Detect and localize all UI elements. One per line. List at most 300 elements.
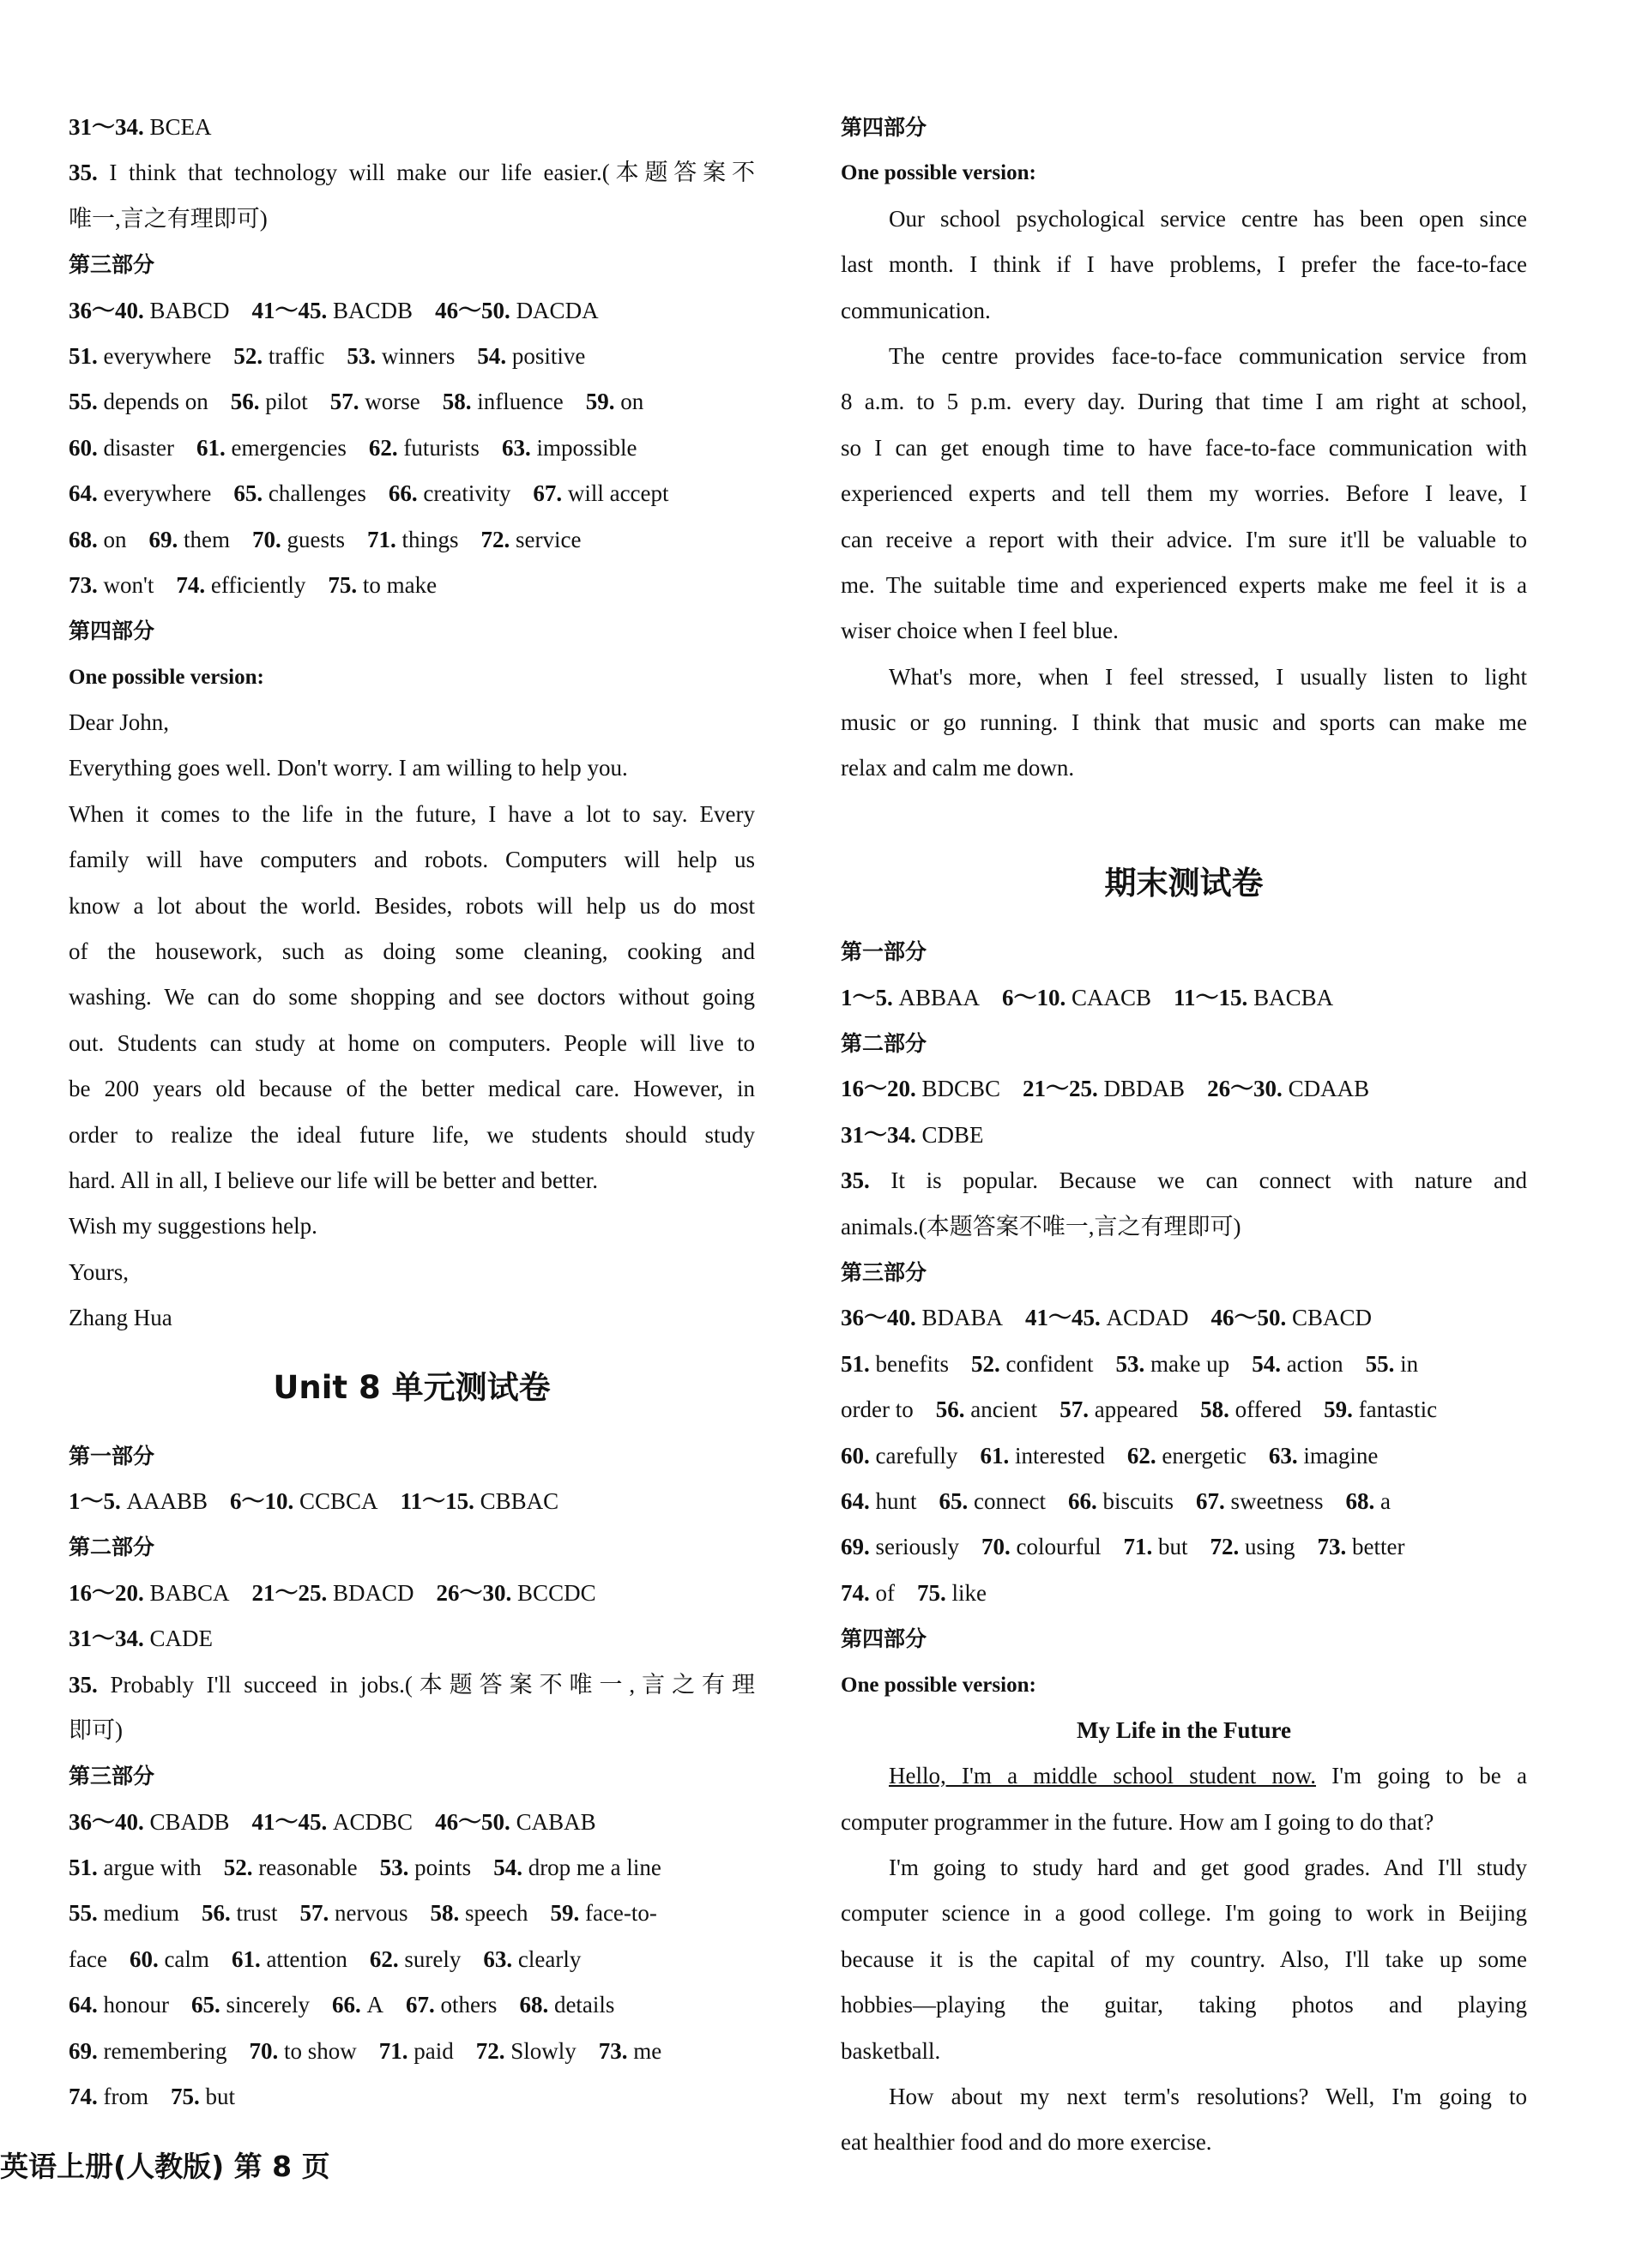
- answer-text: nervous: [335, 1900, 408, 1927]
- answer-item: [550, 1900, 656, 1926]
- answer-item: [1210, 1534, 1295, 1559]
- question-number: 35.: [69, 1671, 111, 1698]
- text-line: 35. I think that technology will make our life easier.(本题答案不: [69, 160, 755, 186]
- answer-text: using: [1245, 1534, 1295, 1560]
- question-number: 54.: [493, 1855, 528, 1881]
- answer-item: [328, 572, 437, 598]
- section-heading: 第三部分: [841, 1259, 927, 1285]
- text-line: Everything goes well. Don't worry. I am willing to help you.: [69, 755, 628, 781]
- answer-text: order to: [841, 1396, 914, 1423]
- question-number: 59.: [550, 1900, 585, 1927]
- question-number: 41～45.: [251, 297, 334, 323]
- question-number: 51.: [841, 1350, 876, 1377]
- answer-text: biscuits: [1102, 1487, 1174, 1514]
- answer-line: [69, 334, 755, 379]
- answer-text: BCEA: [149, 114, 212, 140]
- question-number: 60.: [841, 1442, 876, 1469]
- text-line: family will have computers and robots. Computers will help us: [69, 847, 755, 873]
- question-number: 54.: [477, 342, 512, 369]
- question-number: 6～10.: [230, 1487, 300, 1514]
- answer-item: [841, 1122, 984, 1148]
- answer-line: [841, 1342, 1527, 1387]
- question-number: 26～30.: [1207, 1076, 1289, 1102]
- text-line: 35. Probably I'll succeed in jobs.(本题答案不唯一,言之有理: [69, 1671, 755, 1698]
- question-number: 71.: [378, 2037, 414, 2064]
- answer-text: winners: [381, 342, 456, 369]
- answer-item: [1174, 985, 1333, 1010]
- question-number: 66.: [388, 480, 424, 507]
- text-line: last month. I think if I have problems, I prefer the face-to-face: [841, 251, 1527, 278]
- answer-text: ACDBC: [333, 1808, 414, 1835]
- answer-item: [502, 435, 637, 461]
- question-number: 68.: [1345, 1487, 1380, 1514]
- question-number: 46～50.: [435, 297, 516, 323]
- answer-item: [533, 480, 668, 506]
- question-number: 63.: [483, 1945, 518, 1972]
- answer-line: [69, 1937, 755, 1982]
- answer-item: [841, 1534, 959, 1559]
- answer-text: better: [1352, 1534, 1405, 1560]
- question-number: 67.: [533, 480, 568, 507]
- essay-title: My Life in the Future: [1077, 1716, 1291, 1743]
- answer-item: [252, 298, 414, 323]
- question-number: 72.: [1210, 1534, 1245, 1560]
- answer-text: offered: [1235, 1396, 1302, 1423]
- text-line: 8 a.m. to 5 p.m. every day. During that time I am right at school,: [841, 389, 1527, 415]
- answer-text: CBBAC: [480, 1487, 559, 1514]
- question-number: 66.: [331, 1992, 367, 2018]
- answer-item: [841, 1305, 1003, 1330]
- answer-item: [69, 480, 211, 506]
- text-line: be 200 years old because of the better medical care. However, in: [69, 1076, 755, 1102]
- answer-item: [1324, 1396, 1437, 1422]
- essay-line: Hello, I'm a middle school student now. I'm going to be a: [889, 1763, 1528, 1789]
- question-number: 41～45.: [251, 1808, 334, 1835]
- question-number: 31～34.: [841, 1121, 922, 1148]
- answer-item: [69, 114, 212, 140]
- question-number: 52.: [233, 342, 269, 369]
- question-number: 1～5.: [69, 1487, 127, 1514]
- answer-text: futurists: [403, 434, 480, 461]
- question-number: 71.: [367, 526, 402, 552]
- answer-text: medium: [103, 1900, 179, 1927]
- section-heading: 第二部分: [69, 1535, 155, 1560]
- answer-text: carefully: [875, 1442, 958, 1469]
- answer-item: [1023, 1076, 1185, 1101]
- answer-text: BDACD: [333, 1579, 414, 1606]
- answer-item: [69, 1946, 107, 1972]
- answer-item: [841, 985, 980, 1010]
- answer-item: [437, 1580, 596, 1606]
- answer-text: BACBA: [1253, 984, 1334, 1010]
- answer-text: fantastic: [1358, 1396, 1438, 1423]
- answer-item: [369, 435, 480, 461]
- answer-text: ancient: [970, 1396, 1038, 1423]
- answer-text: service: [516, 526, 582, 552]
- answer-text: CBADB: [149, 1808, 230, 1835]
- answer-text: AAABB: [126, 1487, 208, 1514]
- answer-line: [841, 1387, 1527, 1433]
- answer-line: [841, 1295, 1527, 1341]
- question-number: 60.: [129, 1945, 165, 1972]
- answer-item: [171, 2084, 235, 2109]
- text-line: out. Students can study at home on computers. People will live to: [69, 1029, 755, 1056]
- answer-item: [435, 1809, 596, 1835]
- text-line: order to realize the ideal future life, we students should study: [69, 1121, 755, 1148]
- text-line: of the housework, such as doing some cleaning, cooking and: [69, 938, 755, 965]
- question-number: 67.: [1195, 1487, 1231, 1514]
- answer-text: make up: [1150, 1350, 1230, 1377]
- answer-item: [300, 1900, 408, 1926]
- answer-item: [252, 1580, 414, 1606]
- text-line: know a lot about the world. Besides, robots will help us do most: [69, 892, 755, 919]
- answer-text: CDAAB: [1288, 1076, 1370, 1102]
- answer-item: [917, 1580, 987, 1606]
- question-number: 1～5.: [841, 984, 899, 1010]
- question-number: 36～40.: [841, 1305, 922, 1331]
- question-number: 65.: [939, 1487, 975, 1514]
- answer-item: [493, 1855, 661, 1880]
- text-line: 35. It is popular. Because we can connect with nature and: [841, 1167, 1527, 1194]
- answer-item: [252, 1809, 414, 1835]
- answer-item: [841, 1351, 949, 1377]
- answer-line: [841, 1113, 1527, 1158]
- answer-item: [69, 435, 174, 461]
- answer-item: [1059, 1396, 1178, 1422]
- text-line: How about my next term's resolutions? Well, I'm going to: [889, 2084, 1527, 2110]
- answer-item: [476, 2038, 577, 2064]
- text-line: The centre provides face-to-face communication service from: [889, 342, 1527, 369]
- answer-item: [1366, 1351, 1419, 1377]
- answer-item: [69, 1855, 202, 1880]
- answer-item: [389, 480, 510, 506]
- question-number: 64.: [69, 1992, 104, 2018]
- text-line: Zhang Hua: [69, 1305, 172, 1331]
- question-number: 74.: [841, 1579, 876, 1606]
- answer-item: [69, 1580, 230, 1606]
- question-number: 11～15.: [400, 1487, 480, 1514]
- answer-line: [69, 1891, 755, 1936]
- question-number: 61.: [231, 1945, 267, 1972]
- answer-text: Slowly: [510, 2037, 577, 2064]
- answer-text: interested: [1014, 1442, 1105, 1469]
- answer-text: on: [103, 526, 127, 552]
- answer-text: everywhere: [103, 480, 212, 507]
- answer-item: [233, 343, 324, 369]
- text-line: basketball.: [841, 2037, 941, 2064]
- answer-item: [379, 2038, 454, 2064]
- answer-text: traffic: [268, 342, 325, 369]
- text-line: Dear John,: [69, 709, 169, 736]
- answer-item: [224, 1855, 358, 1880]
- answer-item: [431, 1900, 528, 1926]
- answer-line: [69, 471, 755, 516]
- version-label: One possible version:: [841, 1673, 1036, 1697]
- answer-item: [130, 1946, 209, 1972]
- answer-line: [69, 1571, 755, 1616]
- question-number: 72.: [475, 2037, 511, 2064]
- question-number: 61.: [196, 434, 232, 461]
- question-number: 51.: [69, 342, 104, 369]
- answer-text: action: [1286, 1350, 1343, 1377]
- question-number: 60.: [69, 434, 104, 461]
- question-number: 65.: [233, 480, 269, 507]
- section-heading: 第四部分: [841, 1626, 927, 1652]
- answer-text: CADE: [149, 1626, 213, 1652]
- answer-item: [380, 1855, 472, 1880]
- text-line: When it comes to the life in the future, I have a lot to say. Every: [69, 800, 755, 827]
- question-number: 55.: [69, 1900, 104, 1927]
- answer-text: points: [414, 1855, 472, 1881]
- question-number: 70.: [252, 526, 287, 552]
- answer-text: a: [1379, 1487, 1391, 1514]
- question-number: 46～50.: [1210, 1305, 1293, 1331]
- answer-item: [1196, 1488, 1323, 1514]
- answer-item: [231, 389, 308, 414]
- answer-text: BCCDC: [517, 1579, 596, 1606]
- question-number: 57.: [329, 389, 365, 415]
- section-heading: 第一部分: [69, 1443, 155, 1469]
- answer-line: [841, 1524, 1527, 1570]
- answer-item: [980, 1443, 1104, 1469]
- answer-text: me: [633, 2037, 662, 2064]
- answer-text: confident: [1005, 1350, 1094, 1377]
- question-number: 57.: [299, 1900, 335, 1927]
- answer-line: [69, 425, 755, 471]
- question-number: 53.: [1115, 1350, 1150, 1377]
- question-number: 73.: [598, 2037, 634, 2064]
- answer-line: [69, 2074, 755, 2120]
- answer-item: [191, 1992, 310, 2018]
- version-label: One possible version:: [841, 161, 1036, 185]
- answer-item: [483, 1946, 581, 1972]
- answer-item: [233, 480, 365, 506]
- answer-item: [401, 1488, 559, 1514]
- answer-item: [202, 1900, 278, 1926]
- question-number: 54.: [1252, 1350, 1287, 1377]
- answer-item: [1269, 1443, 1378, 1469]
- answer-item: [1345, 1488, 1390, 1514]
- answer-item: [367, 527, 459, 552]
- answer-item: [1025, 1305, 1189, 1330]
- question-number: 64.: [841, 1487, 876, 1514]
- answer-item: [841, 1488, 917, 1514]
- answer-text: others: [440, 1992, 498, 2018]
- answer-text: of: [875, 1579, 895, 1606]
- question-number: 64.: [69, 480, 104, 507]
- answer-item: [1115, 1351, 1229, 1377]
- answer-item: [69, 2084, 148, 2109]
- answer-text: will accept: [567, 480, 669, 507]
- section-heading: 第二部分: [841, 1031, 927, 1057]
- answer-item: [981, 1534, 1101, 1559]
- answer-text: CBACD: [1292, 1305, 1373, 1331]
- section-heading: 第四部分: [841, 115, 927, 140]
- answer-item: [347, 343, 455, 369]
- question-number: 35.: [69, 160, 110, 186]
- question-number: 58.: [430, 1900, 465, 1927]
- answer-text: surely: [404, 1945, 462, 1972]
- answer-line: [841, 1433, 1527, 1479]
- answer-text: A: [366, 1992, 383, 2018]
- answer-item: [196, 435, 347, 461]
- question-number: 53.: [347, 342, 382, 369]
- answer-text: like: [951, 1579, 987, 1606]
- answer-text: pilot: [265, 389, 308, 415]
- text-line: hobbies—playing the guitar, taking photos and playing: [841, 1992, 1527, 2018]
- text-line: 唯一,言之有理即可): [69, 205, 268, 232]
- answer-text: BDCBC: [921, 1076, 1001, 1102]
- answer-item: [477, 343, 585, 369]
- answer-text: calm: [164, 1945, 209, 1972]
- answer-item: [232, 1946, 347, 1972]
- answer-text: CCBCA: [299, 1487, 378, 1514]
- text-line: I'm going to study hard and get good grades. And I'll study: [889, 1855, 1527, 1881]
- answer-item: [841, 1396, 914, 1422]
- question-number: 62.: [1126, 1442, 1162, 1469]
- answer-text: influence: [477, 389, 564, 415]
- answer-item: [1318, 1534, 1405, 1559]
- answer-text: argue with: [103, 1855, 202, 1881]
- question-number: 55.: [69, 389, 104, 415]
- question-number: 73.: [69, 571, 104, 598]
- question-number: 16～20.: [841, 1076, 922, 1102]
- question-number: 56.: [202, 1900, 237, 1927]
- test-title: Unit 8 单元测试卷: [273, 1368, 551, 1406]
- text-line: Our school psychological service centre has been open since: [889, 205, 1527, 232]
- answer-text: impossible: [536, 434, 637, 461]
- text-line: Yours,: [69, 1258, 130, 1285]
- answer-item: [841, 1580, 895, 1606]
- answer-item: [1127, 1443, 1247, 1469]
- answer-text: speech: [465, 1900, 528, 1927]
- answer-text: CABAB: [516, 1808, 596, 1835]
- question-number: 51.: [69, 1855, 104, 1881]
- answer-item: [69, 527, 127, 552]
- answer-line: [69, 1845, 755, 1891]
- answer-text: everywhere: [103, 342, 212, 369]
- answer-item: [1211, 1305, 1373, 1330]
- question-number: 65.: [191, 1992, 226, 2018]
- answer-text: clearly: [517, 1945, 582, 1972]
- question-number: 66.: [1067, 1487, 1103, 1514]
- text-line: so I can get enough time to have face-to-face communication with: [841, 434, 1527, 461]
- answer-item: [519, 1992, 614, 2018]
- question-number: 46～50.: [435, 1808, 516, 1835]
- answer-text: hunt: [875, 1487, 917, 1514]
- answer-item: [69, 1488, 208, 1514]
- question-number: 68.: [69, 526, 104, 552]
- answer-text: to show: [283, 2037, 357, 2064]
- answer-text: sweetness: [1230, 1487, 1324, 1514]
- question-number: 31～34.: [69, 1626, 150, 1652]
- answer-line: [69, 105, 755, 150]
- answer-text: things: [401, 526, 459, 552]
- question-number: 41～45.: [1025, 1305, 1107, 1331]
- question-number: 36～40.: [69, 297, 150, 323]
- answer-item: [69, 298, 230, 323]
- question-number: 69.: [841, 1534, 876, 1560]
- question-number: 26～30.: [436, 1579, 518, 1606]
- answer-item: [971, 1351, 1093, 1377]
- answer-item: [69, 2038, 226, 2064]
- question-number: 61.: [980, 1442, 1015, 1469]
- answer-item: [841, 1076, 1000, 1101]
- question-number: 74.: [176, 571, 211, 598]
- answer-text: depends on: [103, 389, 208, 415]
- question-number: 59.: [1324, 1396, 1359, 1423]
- answer-text: on: [620, 389, 644, 415]
- question-number: 55.: [1365, 1350, 1401, 1377]
- answer-text: remembering: [103, 2037, 227, 2064]
- question-number: 53.: [379, 1855, 415, 1881]
- section-heading: 第四部分: [69, 618, 155, 644]
- question-number: 58.: [1200, 1396, 1235, 1423]
- text-line: computer programmer in the future. How am I going to do that?: [841, 1808, 1434, 1835]
- question-number: 71.: [1123, 1534, 1158, 1560]
- answer-text: honour: [103, 1992, 169, 2018]
- answer-text: to make: [362, 571, 438, 598]
- answer-item: [1002, 985, 1151, 1010]
- answer-item: [69, 389, 208, 414]
- answer-item: [406, 1992, 497, 2018]
- answer-line: [841, 1479, 1527, 1524]
- question-number: 58.: [442, 389, 478, 415]
- text-line: wiser choice when I feel blue.: [841, 618, 1119, 644]
- answer-item: [1068, 1488, 1174, 1514]
- section-heading: 第三部分: [69, 252, 155, 278]
- text-line: music or go running. I think that music and sports can make me: [841, 709, 1527, 736]
- answer-text: energetic: [1162, 1442, 1247, 1469]
- question-number: 36～40.: [69, 1808, 150, 1835]
- answer-item: [69, 1992, 169, 2018]
- answer-item: [1200, 1396, 1301, 1422]
- answer-item: [176, 572, 305, 598]
- answer-text: details: [553, 1992, 615, 2018]
- version-label: One possible version:: [69, 665, 264, 689]
- answer-item: [69, 572, 154, 598]
- question-number: 67.: [405, 1992, 441, 2018]
- question-number: 21～25.: [251, 1579, 334, 1606]
- answer-item: [252, 527, 345, 552]
- question-number: 63.: [1268, 1442, 1304, 1469]
- answer-text: BABCD: [149, 297, 230, 323]
- text-line: computer science in a good college. I'm going to work in Beijing: [841, 1900, 1527, 1927]
- answer-text: colourful: [1016, 1534, 1102, 1560]
- answer-item: [586, 389, 644, 414]
- answer-text: DBDAB: [1103, 1076, 1186, 1102]
- answer-item: [599, 2038, 662, 2064]
- answer-text: creativity: [423, 480, 511, 507]
- answer-item: [69, 1626, 213, 1651]
- answer-text: imagine: [1303, 1442, 1379, 1469]
- answer-text: BDABA: [921, 1305, 1004, 1331]
- right-column: [841, 105, 1527, 2166]
- answer-text: sincerely: [226, 1992, 310, 2018]
- question-number: 69.: [148, 526, 184, 552]
- answer-item: [936, 1396, 1037, 1422]
- question-number: 56.: [935, 1396, 971, 1423]
- answer-item: [1252, 1351, 1343, 1377]
- answer-text: guests: [287, 526, 345, 552]
- answer-item: [435, 298, 599, 323]
- answer-text: them: [184, 526, 230, 552]
- answer-item: [332, 1992, 383, 2018]
- answer-text: attention: [266, 1945, 347, 1972]
- question-number: 31～34.: [69, 114, 150, 140]
- question-number: 11～15.: [1174, 984, 1254, 1010]
- answer-item: [249, 2038, 356, 2064]
